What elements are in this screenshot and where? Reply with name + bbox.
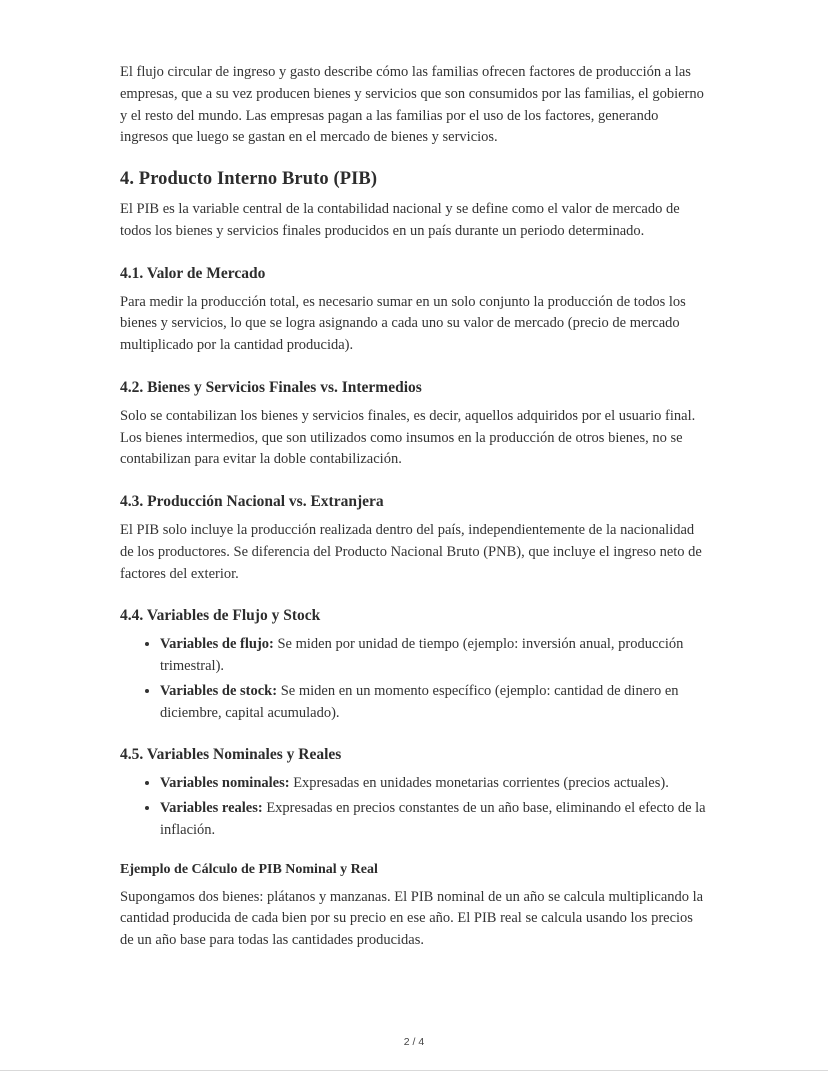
bullet-term: Variables de stock: xyxy=(160,682,278,699)
bullet-item xyxy=(160,798,706,842)
section-body-valor-mercado: Para medir la producción total, es necesario sumar en un solo conjunto la producción de todos los bienes y servicios, lo que se logra asignando a cada uno su valor de mercado (precio de mercado multiplicado por la cantidad producida). xyxy=(120,293,686,353)
bullet-term: Variables de flujo: xyxy=(160,636,274,653)
section-body-ejemplo-calculo: Supongamos dos bienes: plátanos y manzanas. El PIB nominal de un año se calcula multiplicando la cantidad producida de cada bien por su precio en ese año. El PIB real se calcula usando los precios de un año base para todas las cantidades producidas. xyxy=(120,888,704,948)
section-heading-valor-mercado: 4.1. Valor de Mercado xyxy=(120,264,266,282)
section-heading-flujo-stock: 4.4. Variables de Flujo y Stock xyxy=(120,607,321,625)
section-body-pib: El PIB es la variable central de la contabilidad nacional y se define como el valor de mercado de todos los bienes y servicios finales producidos en un país durante un periodo determinado. xyxy=(120,201,680,239)
intro-paragraph: El flujo circular de ingreso y gasto describe cómo las familias ofrecen factores de producción a las empresas, que a su vez producen bienes y servicios que son consumidos por las familias, el gobierno y el resto del mundo. Las empresas pagan a las familias por el uso de los factores, generando ingresos que luego se gastan en el mercado de bienes y servicios. xyxy=(120,64,704,146)
bullet-text: Se miden por unidad de tiempo (ejemplo: inversión anual, producción trimestral). xyxy=(160,636,684,674)
bullet-item xyxy=(160,634,706,678)
bullet-text: Expresadas en precios constantes de un año base, eliminando el efecto de la inflación. xyxy=(160,800,706,838)
bullet-term: Variables reales: xyxy=(160,800,263,816)
section-heading-nominales-reales: 4.5. Variables Nominales y Reales xyxy=(120,746,342,764)
section-body-nacional-extranjera: El PIB solo incluye la producción realizada dentro del país, independientemente de la nacionalidad de los productores. Se diferencia del Producto Nacional Bruto (PNB), que incluye el ingreso neto de factores del exterior. xyxy=(120,522,702,582)
section-heading-finales-intermedios: 4.2. Bienes y Servicios Finales vs. Intermedios xyxy=(120,378,422,396)
bullet-text: Se miden en un momento específico (ejemplo: cantidad de dinero en diciembre, capital acumulado). xyxy=(160,682,679,721)
section-body-finales-intermedios: Solo se contabilizan los bienes y servicios finales, es decir, aquellos adquiridos por el usuario final. Los bienes intermedios, que son utilizados como insumos en la producción de otros bienes, no se contabilizan para evitar la doble contabilización. xyxy=(120,407,696,468)
bullet-item xyxy=(160,681,706,725)
bullet-text: Expresadas en unidades monetarias corrientes (precios actuales). xyxy=(289,775,669,792)
section-heading-pib: 4. Producto Interno Bruto (PIB) xyxy=(120,169,378,189)
page-number: 2 / 4 xyxy=(403,1036,425,1048)
bullet-term: Variables nominales: xyxy=(160,775,290,792)
section-heading-nacional-extranjera: 4.3. Producción Nacional vs. Extranjera xyxy=(120,493,384,510)
bullet-item xyxy=(160,773,706,795)
bullet-list-flujo-stock xyxy=(120,634,706,724)
bullet-list-nominales-reales xyxy=(120,773,706,841)
section-heading-ejemplo-calculo: Ejemplo de Cálculo de PIB Nominal y Real xyxy=(120,861,378,877)
